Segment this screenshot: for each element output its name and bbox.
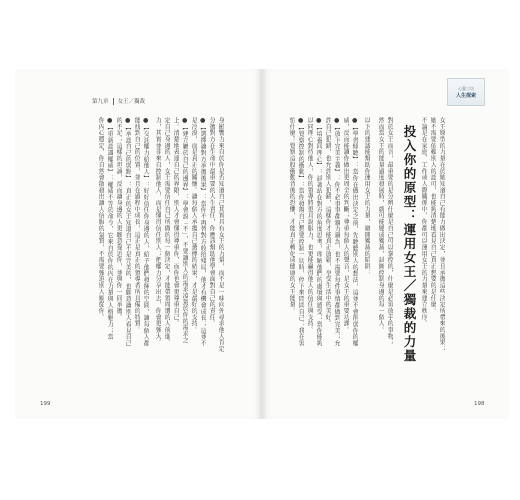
body-line: 女王原型的力量在於她知道自己有能力做出決定，並且承擔這些決定所帶來的後果； xyxy=(438,117,446,352)
body-line: 力，其實並非來自控制他人，而是懂得信任別人；把權力分享出去，你會更強大。 xyxy=(154,117,162,346)
logo-line-1: 心靈工坊 xyxy=(458,85,474,91)
running-head-title: 女王／獨裁 xyxy=(117,99,146,105)
body-line: ●【放下完美主義】：你不必事事都親力親為，也不需要每件事情都做到完美；允 xyxy=(333,117,341,347)
body-line: ●【重新認識權威】：權威不等於命令，它來自於你的內在力量與人格魅力；當 xyxy=(106,117,114,341)
running-head xyxy=(92,95,162,107)
body-line: 許自己犯錯，也允許別人犯錯，這樣你才能真正放鬆，享受生活中的美好。 xyxy=(324,117,332,327)
body-line: 能找到自己的位置，並且在過程中成長，這正是真正的領導者所具備的特質。 xyxy=(133,117,141,333)
body-line: 以同理心對待他人，你的領導將更具說服力，也更能贏得他人的信任與支持。 xyxy=(306,117,314,333)
body-line: 身影響力來自於你是否知道自己其實具有女王的力量，而不是一味向外尋求他人肯定 xyxy=(217,117,225,352)
body-line: 你內心穩定，你自然會散發出讓人信服的氣質，不需要強迫別人順從你。 xyxy=(97,117,105,321)
body-line: 分擔對方在生命中最重要的人生責任，你應該幫助他學會面對自己的責任。 xyxy=(208,117,216,327)
page-number-left: 199 xyxy=(40,401,51,407)
logo-line-2: 人生探索 xyxy=(455,92,476,99)
body-line: ●【交託權力給他人】：好好信任你身邊的人，給予他們發揮的空間，讓每個人都 xyxy=(142,117,150,347)
body-line: ●【選擇讓對方承擔後果】：當你不再替對方收拾殘局，他才有機會成長；這並不 xyxy=(199,117,207,347)
body-line: 威，反而能讓你做出更周全的判斷；尊重每個人的聲音，是女王的重要功課。 xyxy=(342,117,350,333)
body-line: ●【建立屬於自己的邊界】：學會說「不」，不要讓別人的需求凌駕於你的需求之 xyxy=(181,117,189,344)
body-line: ●【培養同理心】：試著站在對方的角度思考，理解他們的處境與感受；當你能夠 xyxy=(315,117,323,347)
body-line: 怕什麼？覺察這股衝動背後的恐懼，才能真正轉化成健康的女王能量。 xyxy=(288,117,296,314)
body-line: 定自己身邊的人，女王需要信任自己所做的每一個決定，才能帶領周遭的人前進。 xyxy=(163,117,171,346)
body-line: 她不需要依賴別人的認可，也能夠清楚地看見自己真正想要的是什麼。 xyxy=(429,117,437,314)
body-line: 上。清楚地表達自己的界限，別人才會懂得尊重你，而你也會更尊重自己。 xyxy=(172,117,180,327)
body-line: ●【承認自己的弱點】：真正的女王知道自己不是完美的，也願意讓別人看見自己 xyxy=(124,117,132,347)
body-line: 不論是在家庭、工作或人際關係中，你都可以運用女王的力量來建立秩序。 xyxy=(420,117,428,327)
book-gutter xyxy=(261,69,263,419)
body-line: ●【學習傾聽】：當你在做出決定之前，先聽聽別人的想法，這並不會削弱你的權 xyxy=(351,117,359,347)
running-head-chapter: 第九章 xyxy=(92,99,109,105)
body-line: 然而當女王的能量過度發展時，就可能變成獨裁，試圖控制身邊的每一個人。 xyxy=(377,117,385,333)
body-line: 的不足；這樣的坦誠，反而讓身邊的人更願意靠近你，並與你一同承擔。 xyxy=(115,117,123,321)
body-line: 對於女王而言，最重要的是分辨什麼是自己可以掌控的，什麼是必須放手的事物； xyxy=(386,117,394,346)
body-line: ●【覺察控制的衝動】：當你發現自己想要控制一切時，停下來問問自己：我在害 xyxy=(297,117,305,347)
body-line: 以下的建議能幫助你運用女王的力量，避開獨裁的陷阱： xyxy=(363,117,371,276)
publisher-logo xyxy=(447,78,485,106)
section-title: 投入你的原型：運用女王／獨裁的力量 xyxy=(402,125,417,363)
body-line: 是冷漠，而是真正的關懷。讓每個人承擔自己選擇的結果，才是最好的支持。 xyxy=(190,117,198,333)
running-head-divider xyxy=(113,98,114,105)
page-number-right: 198 xyxy=(474,401,485,407)
